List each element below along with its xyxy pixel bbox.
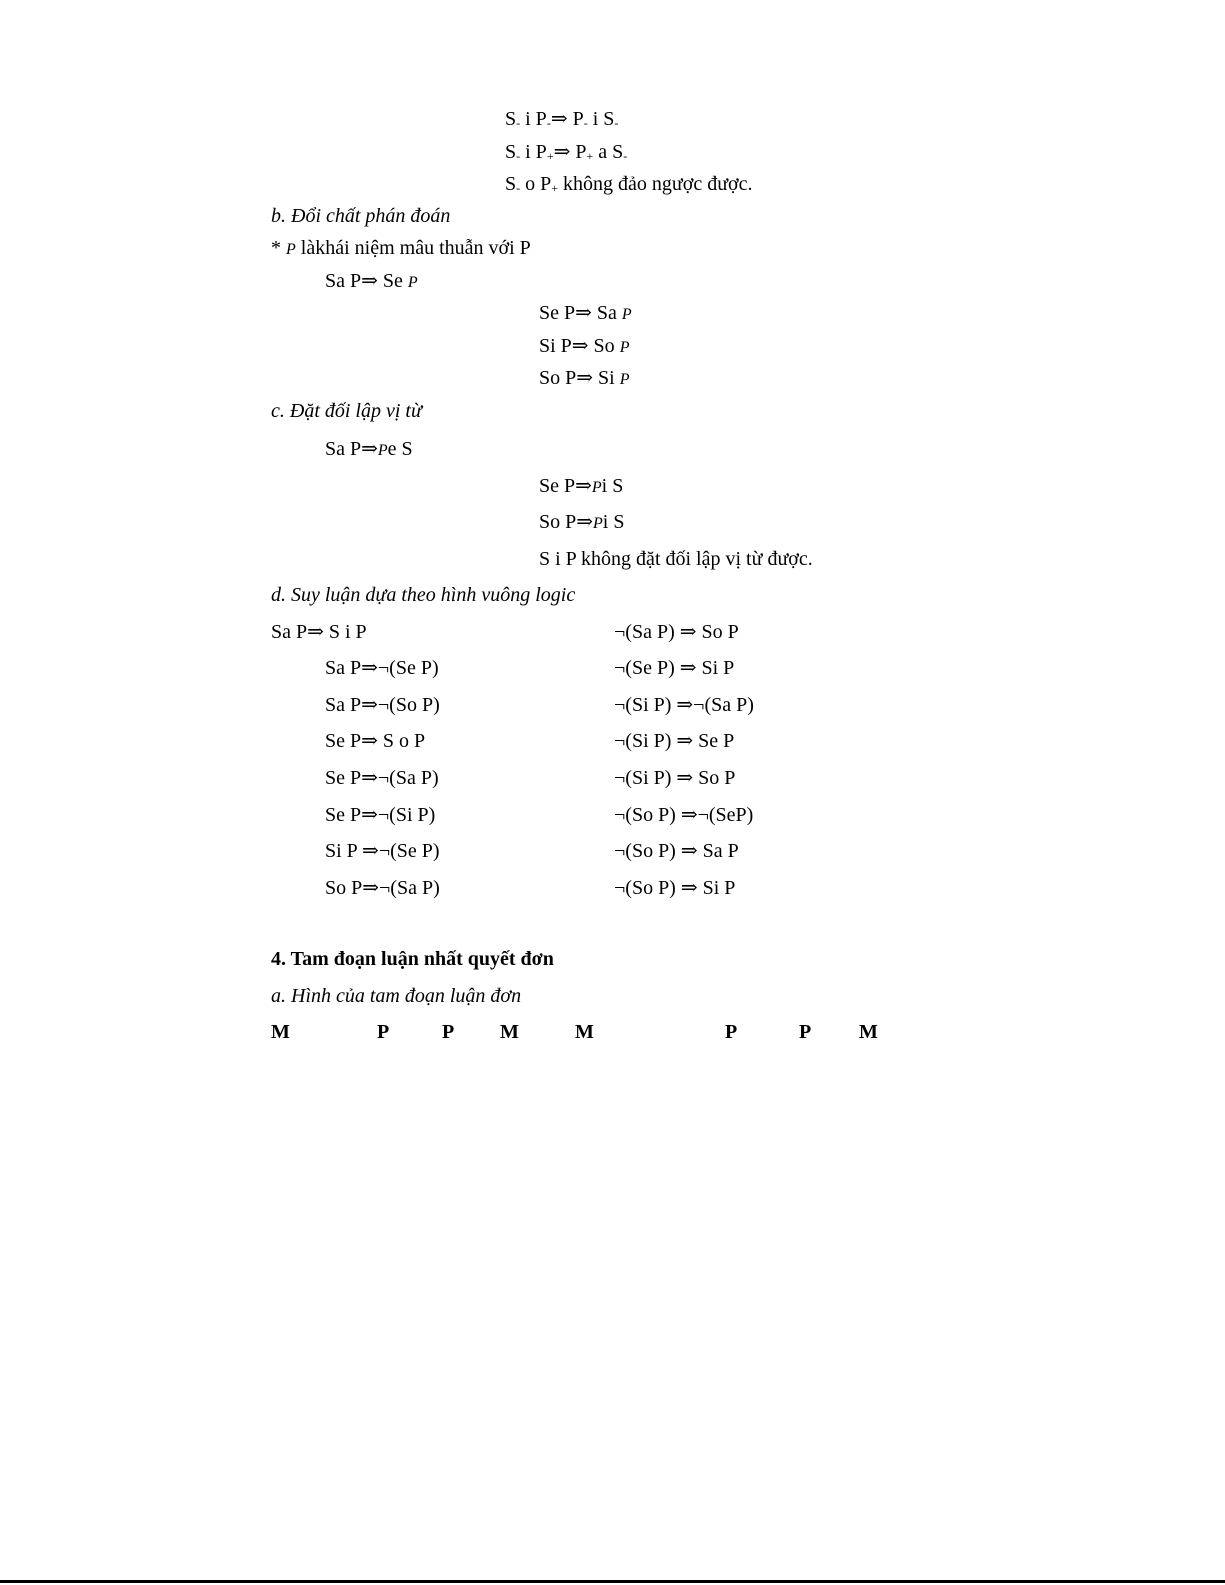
obversion-rule-4: So P⇒ Si P xyxy=(539,367,630,389)
square-right-8: ¬(So P) ⇒ Si P xyxy=(614,877,736,899)
contraposition-note: S i P không đặt đối lập vị từ được. xyxy=(539,548,813,570)
square-right-5: ¬(Si P) ⇒ So P xyxy=(614,767,736,789)
square-heading: d. Suy luận dựa theo hình vuông logic xyxy=(271,584,576,606)
square-left-8: So P⇒¬(Sa P) xyxy=(325,877,440,899)
square-right-7: ¬(So P) ⇒ Sa P xyxy=(614,840,739,862)
square-left-3: Sa P⇒¬(So P) xyxy=(325,694,440,716)
square-left-2: Sa P⇒¬(Se P) xyxy=(325,657,439,679)
conversion-line-3: S- o P+ không đảo ngược được. xyxy=(505,173,753,195)
contraposition-heading: c. Đặt đối lập vị từ xyxy=(271,400,422,422)
square-right-1: ¬(Sa P) ⇒ So P xyxy=(614,621,739,643)
contraposition-rule-3: So P⇒Pi S xyxy=(539,511,625,533)
square-left-6: Se P⇒¬(Si P) xyxy=(325,804,436,826)
square-right-3: ¬(Si P) ⇒¬(Sa P) xyxy=(614,694,754,716)
conversion-line-1: S- i P-⇒ P- i S- xyxy=(505,108,619,130)
syllogism-heading: 4. Tam đoạn luận nhất quyết đơn xyxy=(271,948,554,970)
syllogism-term-3: P xyxy=(442,1021,455,1043)
square-left-5: Se P⇒¬(Sa P) xyxy=(325,767,439,789)
syllogism-subheading: a. Hình của tam đoạn luận đơn xyxy=(271,985,522,1007)
syllogism-term-5: M xyxy=(575,1021,594,1043)
obversion-rule-2: Se P⇒ Sa P xyxy=(539,302,632,324)
obversion-rule-1: Sa P⇒ Se P xyxy=(325,270,418,292)
square-right-2: ¬(Se P) ⇒ Si P xyxy=(614,657,735,679)
syllogism-term-7: P xyxy=(799,1021,812,1043)
obversion-heading: b. Đổi chất phán đoán xyxy=(271,205,451,227)
square-right-4: ¬(Si P) ⇒ Se P xyxy=(614,730,735,752)
obversion-note: * P làkhái niệm mâu thuẫn với P xyxy=(271,237,531,259)
syllogism-term-1: M xyxy=(271,1021,290,1043)
syllogism-term-4: M xyxy=(500,1021,519,1043)
square-left-4: Se P⇒ S o P xyxy=(325,730,426,752)
square-right-6: ¬(So P) ⇒¬(SeP) xyxy=(614,804,754,826)
obversion-rule-3: Si P⇒ So P xyxy=(539,335,630,357)
syllogism-term-8: M xyxy=(859,1021,878,1043)
syllogism-term-6: P xyxy=(725,1021,738,1043)
contraposition-rule-2: Se P⇒Pi S xyxy=(539,475,624,497)
syllogism-term-2: P xyxy=(377,1021,390,1043)
square-left-1: Sa P⇒ S i P xyxy=(271,621,367,643)
conversion-line-2: S- i P+⇒ P+ a S- xyxy=(505,141,628,163)
page-bottom-border xyxy=(0,1580,1225,1583)
square-left-7: Si P ⇒¬(Se P) xyxy=(325,840,440,862)
contraposition-rule-1: Sa P⇒Pe S xyxy=(325,438,413,460)
